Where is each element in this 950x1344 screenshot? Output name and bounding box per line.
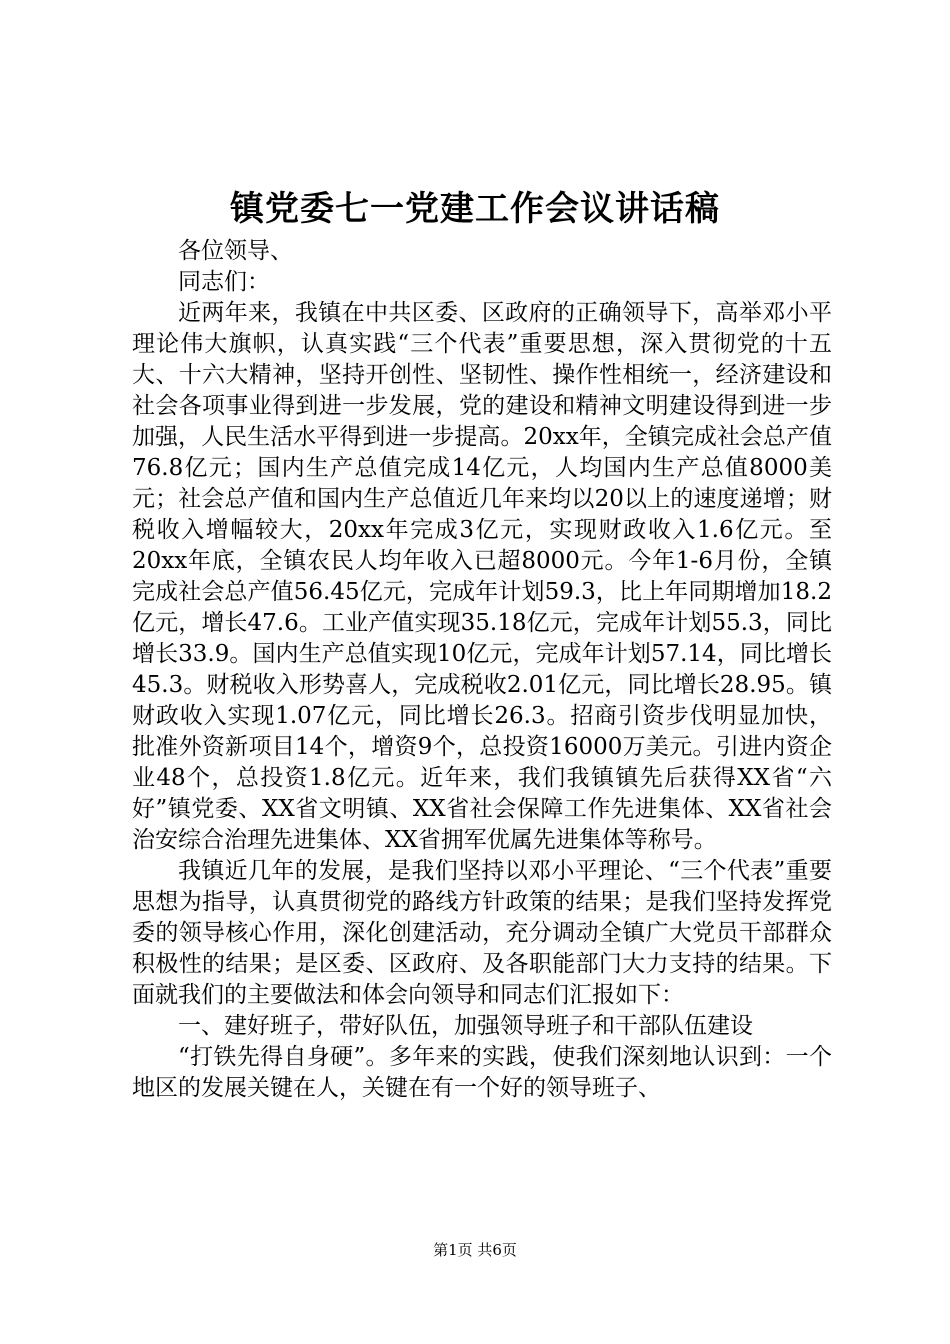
paragraph-section-1-intro: “打铁先得自身硬”。多年来的实践，使我们深刻地认识到：一个地区的发展关键在人，关键在有一个好的领导班子、: [132, 1044, 832, 1101]
salutation-leaders: 各位领导、: [178, 238, 293, 264]
paragraph-reasons: 我镇近几年的发展，是我们坚持以邓小平理论、“三个代表”重要思想为指导，认真贯彻党的路线方针政策的结果；是我们坚持发挥党委的领导核心作用，深化创建活动，充分调动全镇广大党员干部群众积极性的结果；是区委、区政府、及各职能部门大力支持的结果。下面就我们的主要做法和体会向领导和同志们汇报如下：: [132, 858, 832, 1008]
document-title: 镇党委七一党建工作会议讲话稿: [230, 189, 720, 229]
page-footer: 第1页 共6页: [433, 1241, 517, 1259]
salutation-comrades: 同志们：: [178, 269, 270, 295]
paragraph-achievements: 近两年来，我镇在中共区委、区政府的正确领导下，高举邓小平理论伟大旗帜，认真实践“三个代表”重要思想，深入贯彻党的十五大、十六大精神，坚持开创性、坚韧性、操作性相统一，经济建设和社会各项事业得到进一步发展，党的建设和精神文明建设得到进一步加强，人民生活水平得到进一步提高。20xx年，全镇完成社会总产值76.8亿元；国内生产总值完成14亿元，人均国内生产总值8000美元；社会总产值和国内生产总值近几年来均以20以上的速度递增；财税收入增幅较大，20xx年完成3亿元，实现财政收入1.6亿元。至20xx年底，全镇农民人均年收入已超8000元。今年1-6月份，全镇完成社会总产值56.45亿元，完成年计划59.3，比上年同期增加18.2亿元，增长47.6。工业产值实现35.18亿元，完成年计划55.3，同比增长33.9。国内生产总值实现10亿元，完成年计划57.14，同比增长45.3。财税收入形势喜人，完成税收2.01亿元，同比增长28.95。镇财政收入实现1.07亿元，同比增长26.3。招商引资步伐明显加快，批准外资新项目14个，增资9个，总投资16000万美元。引进内资企业48个，总投资1.8亿元。近年来，我们我镇镇先后获得XX省“六好”镇党委、XX省文明镇、XX省社会保障工作先进集体、XX省社会治安综合治理先进集体、XX省拥军优属先进集体等称号。: [132, 300, 832, 853]
section-heading-1: 一、建好班子，带好队伍，加强领导班子和干部队伍建设: [178, 1013, 753, 1039]
document-body: [132, 236, 832, 1104]
